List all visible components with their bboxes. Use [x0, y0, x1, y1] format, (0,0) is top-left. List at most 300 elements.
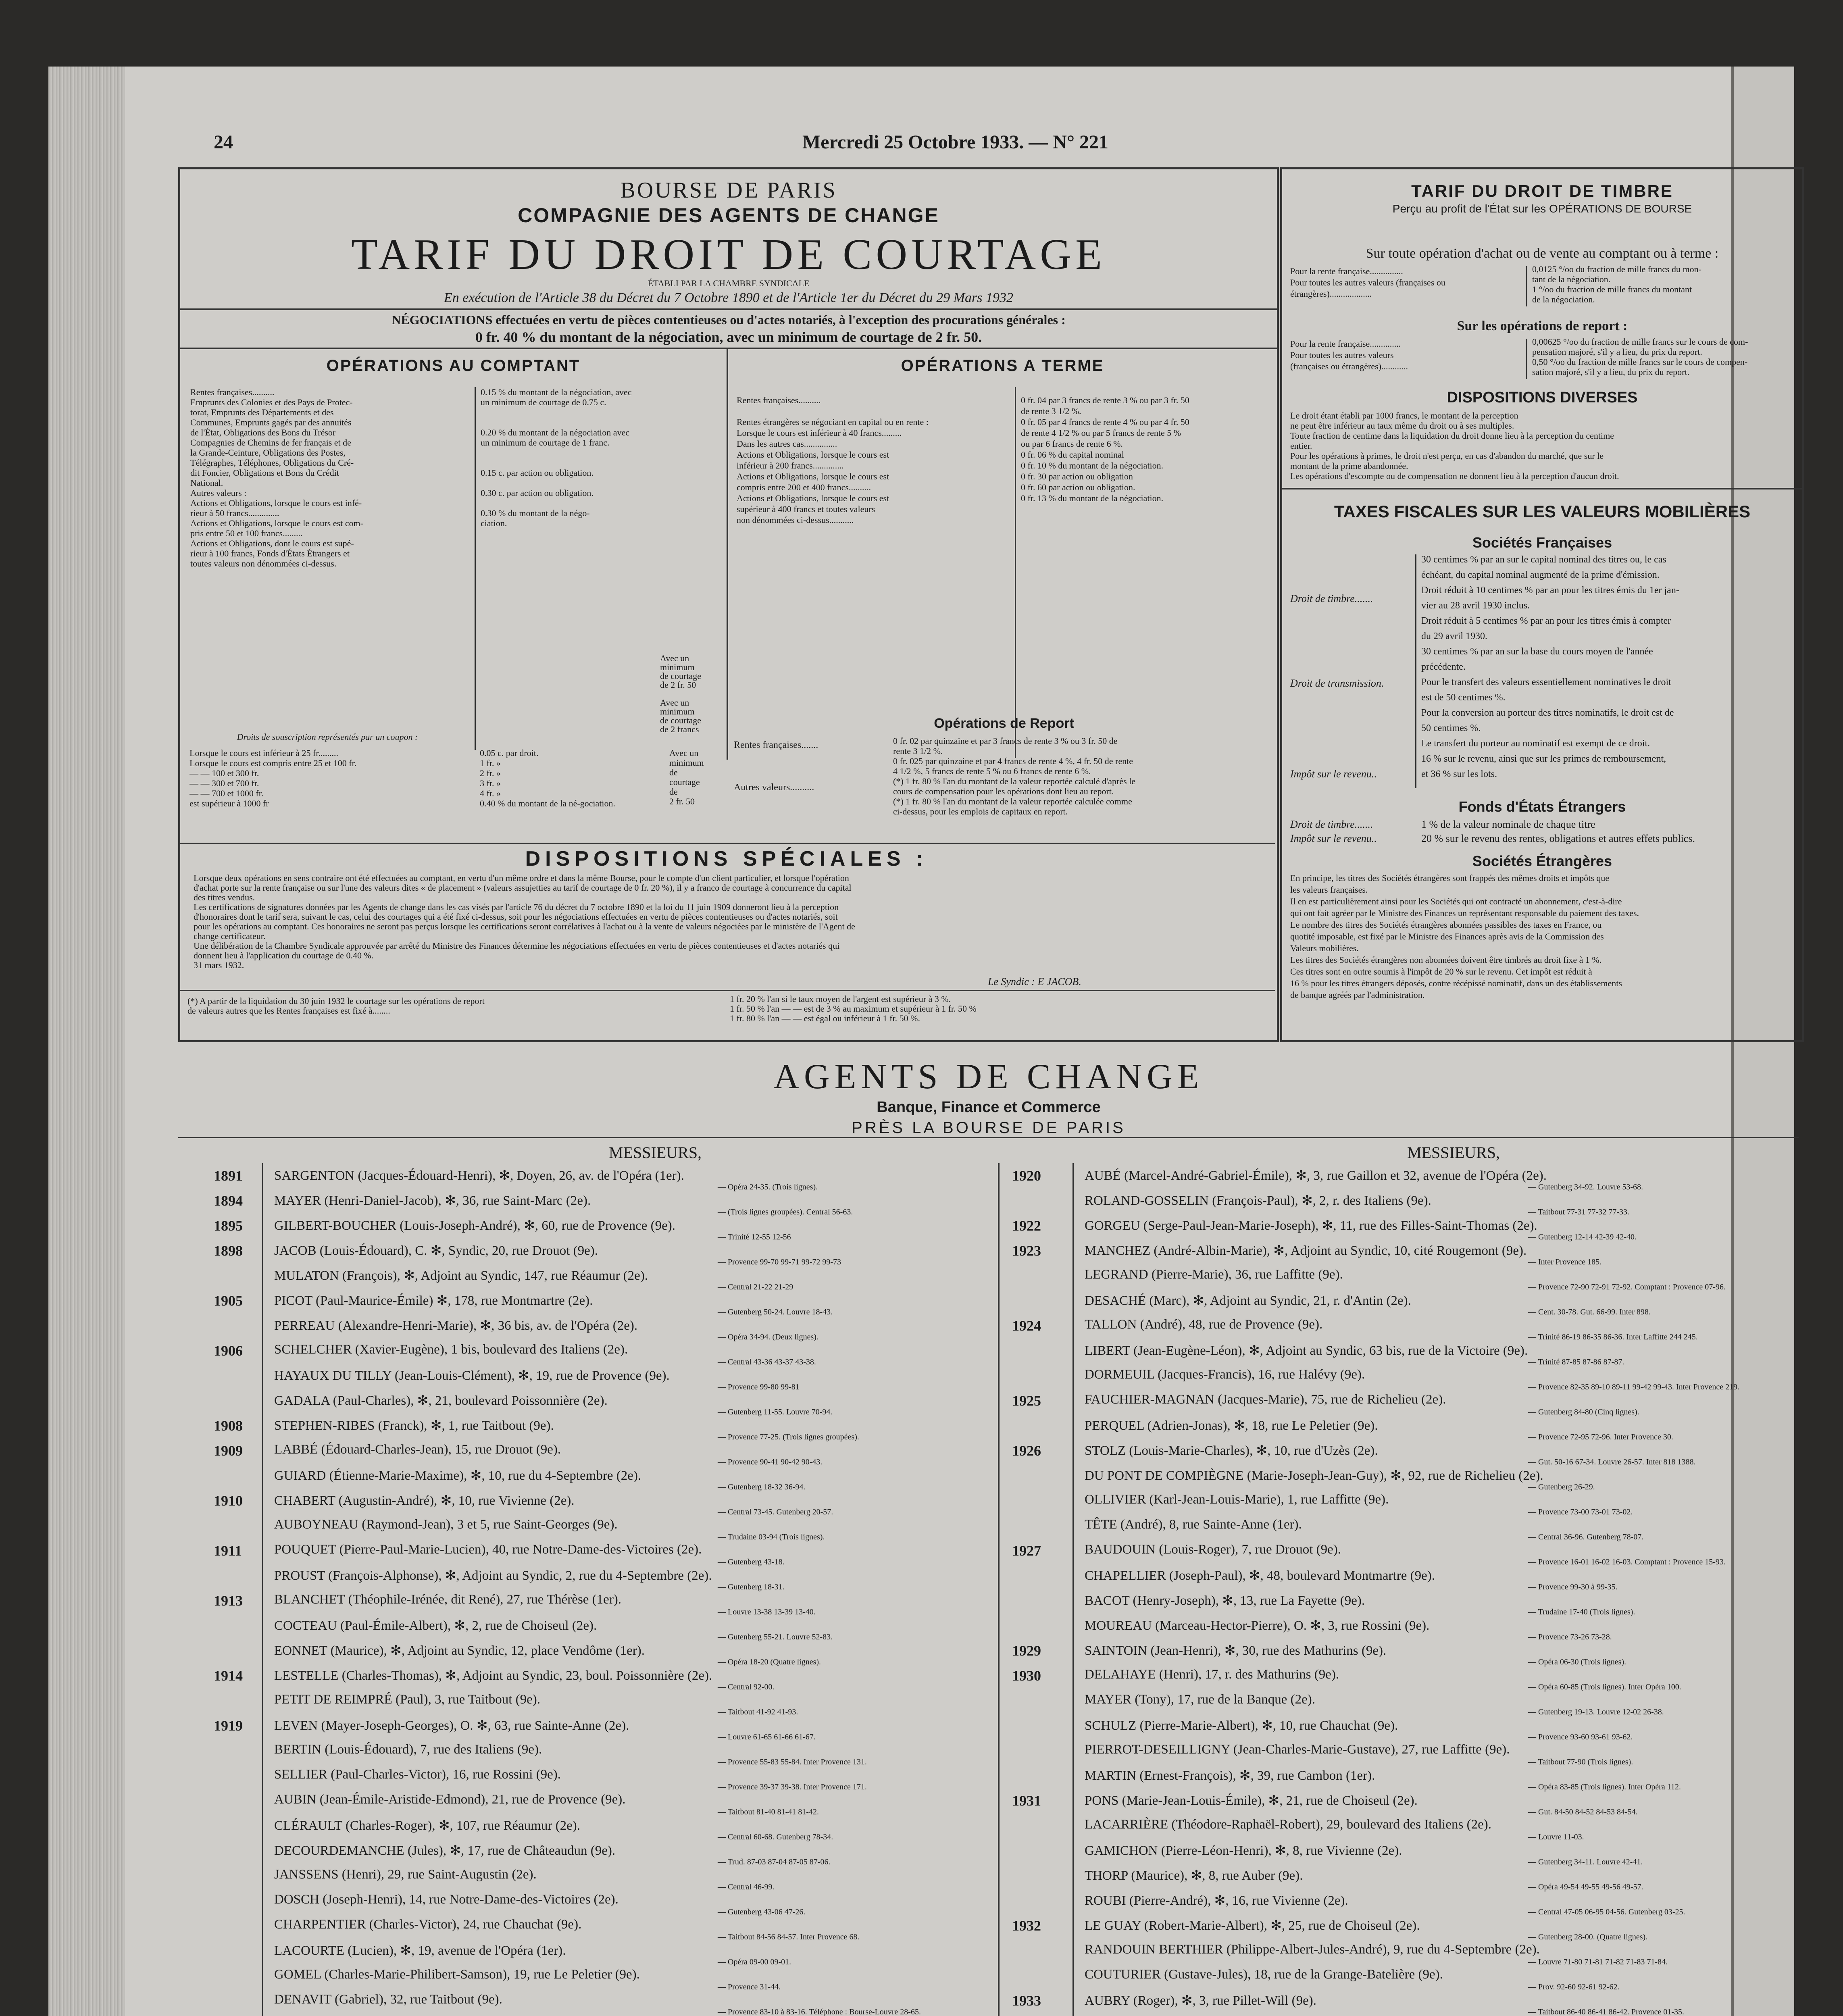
agent-name: DECOURDEMANCHE (Jules), ✻, 17, rue de Châteaudun (9e).: [274, 1843, 616, 1858]
coupon-minimum: Avec un: [669, 748, 699, 758]
agent-row: [48, 1567, 1798, 1591]
comptant-left-line: Rentes françaises..........: [190, 387, 275, 397]
etats-timbre-value: 1 % de la valeur nominale de chaque titre: [1421, 818, 1595, 830]
agent-row: [48, 1667, 1798, 1691]
agent-name: CHAPELLIER (Joseph-Paul), ✻, 48, boulevard Montmartre (9e).: [1085, 1568, 1435, 1583]
comptant-right-line: 0.15 c. par action ou obligation.: [481, 468, 594, 478]
comptant-min-line: Avec un: [660, 653, 689, 663]
comptant-min-line: minimum: [660, 662, 695, 672]
agent-phone: — Provence 55-83 55-84. Inter Provence 131.: [718, 1758, 867, 1766]
agent-row: [48, 1742, 1798, 1766]
coupon-line: — — 100 et 300 fr.: [190, 768, 259, 778]
agent-name: BLANCHET (Théophile-Irénée, dit René), 27, rue Thérèse (1er).: [274, 1592, 622, 1607]
agent-name: GILBERT-BOUCHER (Louis-Joseph-André), ✻, 60, rue de Provence (9e).: [274, 1218, 675, 1233]
comptant-left-line: la Grande-Ceinture, Obligations des Postes,: [190, 448, 346, 458]
agent-row: [48, 1542, 1798, 1566]
agent-name: LESTELLE (Charles-Thomas), ✻, Adjoint au Syndic, 23, boul. Poissonnière (2e).: [274, 1668, 712, 1683]
agent-row: [48, 1767, 1798, 1791]
agent-name: DORMEUIL (Jacques-Francis), 16, rue Halévy (9e).: [1085, 1367, 1365, 1382]
terme-right-line: 0 fr. 05 par 4 francs de rente 4 % ou par 4 fr. 50: [1021, 417, 1189, 427]
agent-name: PERREAU (Alexandre-Henri-Marie), ✻, 36 bis, av. de l'Opéra (2e).: [274, 1318, 638, 1333]
terme-right-line: ou par 6 francs de rente 6 %.: [1021, 439, 1123, 449]
agent-phone: — Louvre 71-80 71-81 71-82 71-83 71-84.: [1528, 1958, 1668, 1966]
agent-phone: — Gutenberg 18-32 36-94.: [718, 1483, 806, 1491]
taxes-fr-line: Droit réduit à 5 centimes % par an pour les titres émis à compter: [1421, 616, 1671, 626]
agent-phone: — Gutenberg 34-92. Louvre 53-68.: [1528, 1183, 1643, 1191]
agent-row: [48, 1867, 1798, 1891]
taxes-fr-line: Pour la conversion au porteur des titres nominatifs, le droit est de: [1421, 708, 1674, 718]
terme-left-line: supérieur à 400 francs et toutes valeurs: [737, 504, 875, 514]
agent-year: 1919: [214, 1718, 243, 1734]
comptant-left-line: rieur à 50 francs..............: [190, 508, 279, 518]
agent-row: [48, 1467, 1798, 1491]
terme-right-line: 0 fr. 04 par 3 francs de rente 3 % ou par 3 fr. 50: [1021, 395, 1189, 405]
agent-row: [48, 1317, 1798, 1341]
comptant-left-line: torat, Emprunts des Départements et des: [190, 407, 334, 417]
speciales-line: d'honoraires dont le tarif sera, suivant le cas, celui des courtages qui a été fixé ci-dessus, soit pour les négociations effectuées en vertu de pièces contentieuses ou d'actes notariés, soit: [194, 912, 838, 922]
agent-row: [48, 1842, 1798, 1866]
agent-name: ROLAND-GOSSELIN (François-Paul), ✻, 2, r. des Italiens (9e).: [1085, 1193, 1431, 1208]
taxes-etr-line: les valeurs françaises.: [1290, 885, 1368, 895]
agent-name: SARGENTON (Jacques-Édouard-Henri), ✻, Doyen, 26, av. de l'Opéra (1er).: [274, 1168, 684, 1183]
comptant-min-line: minimum: [660, 706, 695, 716]
report-line: (*) 1 fr. 80 % l'an du montant de la valeur reportée calculée comme: [893, 796, 1132, 806]
timbre-av-line: tant de la négociation.: [1532, 274, 1611, 284]
taxes-etr-line: quotité imposable, est fixé par le Ministre des Finances après avis de la Commission des: [1290, 931, 1604, 941]
coupon-value: 0.05 c. par droit.: [480, 748, 539, 758]
report-line: ci-dessus, pour les emplois de capitaux en report.: [893, 806, 1068, 816]
terme-left-line: Actions et Obligations, lorsque le cours est: [737, 450, 889, 460]
comptant-min-line: de courtage: [660, 671, 701, 681]
agent-name: LE GUAY (Robert-Marie-Albert), ✻, 25, rue de Choiseul (2e).: [1085, 1918, 1420, 1933]
agent-row: [48, 1442, 1798, 1466]
agent-name: EONNET (Maurice), ✻, Adjoint au Syndic, 12, place Vendôme (1er).: [274, 1643, 645, 1658]
agent-name: HAYAUX DU TILLY (Jean-Louis-Clément), ✻, 19, rue de Provence (9e).: [274, 1368, 670, 1383]
comptant-right-line: 0.30 % du montant de la négo-: [481, 508, 590, 518]
dispositions-line: Les opérations d'escompte ou de compensation ne donnent lieu à la perception d'aucun droit.: [1290, 471, 1619, 481]
taxes-fr-line: précédente.: [1421, 662, 1466, 672]
coupon-minimum: de: [669, 767, 678, 777]
agent-name: DOSCH (Joseph-Henri), 14, rue Notre-Dame-des-Victoires (2e).: [274, 1892, 618, 1907]
taxes-etr-line: Les titres des Sociétés étrangères non abonnées doivent être timbrés au droit fixe à 1 %.: [1290, 955, 1602, 965]
taxes-fr-line: 16 % sur le revenu, ainsi que sur les primes de remboursement,: [1421, 754, 1666, 764]
agent-name: DENAVIT (Gabriel), 32, rue Taitbout (9e).: [274, 1992, 502, 2007]
agent-name: MAYER (Tony), 17, rue de la Banque (2e).: [1085, 1692, 1316, 1707]
agent-name: MAYER (Henri-Daniel-Jacob), ✻, 36, rue Saint-Marc (2e).: [274, 1193, 591, 1208]
note-right-line: 1 fr. 20 % l'an si le taux moyen de l'argent est supérieur à 3 %.: [730, 994, 951, 1004]
taxes-fr-line: est de 50 centimes %.: [1421, 692, 1506, 703]
agent-phone: — Central 47-05 06-95 04-56. Gutenberg 03-25.: [1528, 1908, 1685, 1916]
agent-row: [48, 1992, 1798, 2016]
agent-year: 1898: [214, 1243, 243, 1259]
comptant-min-line: de 2 francs: [660, 724, 699, 734]
agent-phone: — Opéra 09-00 09-01.: [718, 1958, 791, 1966]
syndic-signature: Le Syndic : E JACOB.: [988, 976, 1081, 987]
coupon-line: est supérieur à 1000 fr: [190, 798, 269, 808]
timbre-a-line: Pour la rente française...............: [1290, 266, 1403, 276]
newspaper-page: [48, 67, 1794, 2016]
agent-phone: — Gutenberg 50-24. Louvre 18-43.: [718, 1308, 833, 1316]
decree-line: En exécution de l'Article 38 du Décret du 7 Octobre 1890 et de l'Article 1er du Décret du 29 Mars 1932: [444, 290, 1013, 305]
agent-row: [48, 1492, 1798, 1516]
agent-phone: — Gutenberg 28-00. (Quatre lignes).: [1528, 1933, 1648, 1941]
agent-name: AUBÉ (Marcel-André-Gabriel-Émile), ✻, 3, rue Gaillon et 32, avenue de l'Opéra (2e).: [1085, 1168, 1547, 1183]
agent-phone: — Gutenberg 34-11. Louvre 42-41.: [1528, 1858, 1643, 1866]
comptant-right-line: un minimum de courtage de 0.75 c.: [481, 397, 606, 407]
agent-name: FAUCHIER-MAGNAN (Jacques-Marie), 75, rue de Richelieu (2e).: [1085, 1392, 1446, 1407]
comptant-right-line: un minimum de courtage de 1 franc.: [481, 437, 610, 448]
agent-phone: — Taitbout 81-40 81-41 81-42.: [718, 1808, 819, 1816]
agent-year: 1905: [214, 1293, 243, 1309]
dispositions-line: Toute fraction de centime dans la liquidation du droit donne lieu à la perception du centime: [1290, 431, 1614, 441]
agent-phone: — Central 73-45. Gutenberg 20-57.: [718, 1508, 833, 1516]
agent-row: [48, 1367, 1798, 1391]
timbre-bv-line: pensation majoré, s'il y a lieu, du prix du report.: [1532, 347, 1702, 357]
coupon-line: Lorsque le cours est compris entre 25 et 100 fr.: [190, 758, 357, 768]
agent-phone: — Taitbout 84-56 84-57. Inter Provence 68.: [718, 1933, 860, 1941]
agent-phone: — Provence 39-37 39-38. Inter Provence 171.: [718, 1783, 867, 1791]
timbre-b-line: Pour la rente française..............: [1290, 339, 1401, 349]
agent-row: [48, 1392, 1798, 1416]
terme-right-line: de rente 3 1/2 %.: [1021, 406, 1081, 416]
societes-etrangeres-title: Sociétés Étrangères: [1472, 853, 1612, 869]
coupon-value: 1 fr. »: [480, 758, 501, 768]
taxes-title: TAXES FISCALES SUR LES VALEURS MOBILIÈRES: [1334, 502, 1751, 521]
agent-phone: — Trud. 87-03 87-04 87-05 87-06.: [718, 1858, 831, 1866]
comptant-right-line: 0.30 c. par action ou obligation.: [481, 488, 594, 498]
coupon-line: — — 700 et 1000 fr.: [190, 788, 264, 798]
agent-phone: — Provence 31-44.: [718, 1983, 781, 1991]
timbre-bv-line: 0,50 °/oo du fraction de mille francs sur le cours de compen-: [1532, 357, 1748, 367]
coupon-minimum: minimum: [669, 758, 704, 768]
coupon-line: Lorsque le cours est inférieur à 25 fr.........: [190, 748, 338, 758]
timbre-bv-line: 0,00625 °/oo du fraction de mille francs sur le cours de com-: [1532, 337, 1748, 347]
agent-phone: — Gut. 84-50 84-52 84-53 84-54.: [1528, 1808, 1638, 1816]
agent-row: [48, 1917, 1798, 1941]
agent-row: [48, 1942, 1798, 1966]
speciales-line: change certificateur.: [194, 931, 266, 941]
note-left-line: (*) A partir de la liquidation du 30 juin 1932 le courtage sur les opérations de report: [187, 996, 485, 1006]
note-left-line: de valeurs autres que les Rentes françaises est fixé à........: [187, 1006, 390, 1016]
agent-name: GORGEU (Serge-Paul-Jean-Marie-Joseph), ✻, 11, rue des Filles-Saint-Thomas (2e).: [1085, 1218, 1537, 1233]
agent-name: CHARPENTIER (Charles-Victor), 24, rue Chauchat (9e).: [274, 1917, 582, 1932]
terme-left-line: Dans les autres cas...............: [737, 439, 837, 449]
etats-revenu-value: 20 % sur le revenu des rentes, obligations et autres effets publics.: [1421, 833, 1695, 844]
timbre-av-line: 1 °/oo du fraction de mille francs du montant: [1532, 284, 1692, 294]
speciales-title: DISPOSITIONS SPÉCIALES :: [525, 847, 928, 871]
agent-phone: — Taitbout 86-40 86-41 86-42. Provence 01-35.: [1528, 2008, 1685, 2016]
agent-name: JACOB (Louis-Édouard), C. ✻, Syndic, 20, rue Drouot (9e).: [274, 1243, 598, 1258]
timbre-title: TARIF DU DROIT DE TIMBRE: [1411, 181, 1673, 200]
report-line: 4 1/2 %, 5 francs de rente 5 % ou 6 francs de rente 6 %.: [893, 766, 1091, 776]
agent-phone: — Provence 72-95 72-96. Inter Provence 30.: [1528, 1433, 1673, 1441]
agent-phone: — Provence 93-60 93-61 93-62.: [1528, 1733, 1633, 1741]
agent-phone: — Provence 16-01 16-02 16-03. Comptant : Provence 15-93.: [1528, 1558, 1726, 1566]
agent-phone: — Gutenberg 43-06 47-26.: [718, 1908, 806, 1916]
terme-right-line: 0 fr. 60 par action ou obligation.: [1021, 482, 1135, 492]
compagnie-title: COMPAGNIE DES AGENTS DE CHANGE: [518, 204, 939, 227]
agent-name: SELLIER (Paul-Charles-Victor), 16, rue Rossini (9e).: [274, 1767, 561, 1782]
agent-name: MOUREAU (Marceau-Hector-Pierre), O. ✻, 3, rue Rossini (9e).: [1085, 1618, 1430, 1633]
agent-year: 1932: [1012, 1918, 1041, 1934]
agent-phone: — Trinité 12-55 12-56: [718, 1233, 791, 1241]
comptant-left-line: Emprunts des Colonies et des Pays de Protec-: [190, 397, 353, 407]
agent-name: PROUST (François-Alphonse), ✻, Adjoint au Syndic, 2, rue du 4-Septembre (2e).: [274, 1568, 712, 1583]
agent-phone: — Central 92-00.: [718, 1683, 775, 1691]
agent-name: AUBRY (Roger), ✻, 3, rue Pillet-Will (9e).: [1085, 1993, 1317, 2008]
agent-year: 1930: [1012, 1668, 1041, 1684]
taxes-fr-line: du 29 avril 1930.: [1421, 631, 1487, 641]
taxes-label-transmission: Droit de transmission.: [1290, 677, 1384, 689]
agent-name: GUIARD (Étienne-Marie-Maxime), ✻, 10, rue du 4-Septembre (2e).: [274, 1468, 641, 1483]
agent-phone: — Provence 90-41 90-42 90-43.: [718, 1458, 823, 1466]
terme-left-line: Actions et Obligations, lorsque le cours est: [737, 471, 889, 481]
terme-right-line: 0 fr. 06 % du capital nominal: [1021, 450, 1124, 460]
agent-phone: — Opéra 34-94. (Deux lignes).: [718, 1333, 818, 1341]
agent-phone: — Trudaine 17-40 (Trois lignes).: [1528, 1608, 1635, 1616]
coupon-value: 4 fr. »: [480, 788, 501, 798]
agent-phone: — Louvre 11-03.: [1528, 1833, 1584, 1841]
agent-name: THORP (Maurice), ✻, 8, rue Auber (9e).: [1085, 1868, 1303, 1883]
agent-phone: — Gutenberg 12-14 42-39 42-40.: [1528, 1233, 1637, 1241]
report-line: 0 fr. 02 par quinzaine et par 3 francs de rente 3 % ou 3 fr. 50 de: [893, 736, 1118, 746]
taxes-fr-line: 30 centimes % par an sur le capital nominal des titres ou, le cas: [1421, 554, 1666, 565]
speciales-line: 31 mars 1932.: [194, 960, 244, 970]
terme-left-line: Actions et Obligations, lorsque le cours est: [737, 493, 889, 503]
agent-row: [48, 1242, 1798, 1266]
etats-label-timbre: Droit de timbre.......: [1290, 818, 1373, 830]
agent-phone: — Inter Provence 185.: [1528, 1258, 1602, 1266]
agent-row: [48, 1717, 1798, 1741]
agent-year: 1933: [1012, 1993, 1041, 2009]
agent-phone: — Provence 73-26 73-28.: [1528, 1633, 1612, 1641]
agent-phone: — Taitbout 41-92 41-93.: [718, 1708, 798, 1716]
terme-left-line: Rentes françaises..........: [737, 395, 821, 405]
comptant-left-line: National.: [190, 478, 223, 488]
comptant-left-line: toutes valeurs non dénommées ci-dessus.: [190, 558, 337, 569]
negociations-line-2: 0 fr. 40 % du montant de la négociation, avec un minimum de courtage de 2 fr. 50.: [475, 329, 982, 345]
report-line: 0 fr. 025 par quinzaine et par 4 francs de rente 4 %, 4 fr. 50 de rente: [893, 756, 1133, 766]
agent-name: DU PONT DE COMPIÈGNE (Marie-Joseph-Jean-Guy), ✻, 92, rue de Richelieu (2e).: [1085, 1468, 1543, 1483]
agent-phone: — Opéra 24-35. (Trois lignes).: [718, 1183, 818, 1191]
agent-name: DESACHÉ (Marc), ✻, Adjoint au Syndic, 21, r. d'Antin (2e).: [1085, 1293, 1411, 1308]
agent-name: LACARRIÈRE (Théodore-Raphaël-Robert), 29, boulevard des Italiens (2e).: [1085, 1817, 1491, 1832]
agent-phone: — Gutenberg 19-13. Louvre 12-02 26-38.: [1528, 1708, 1664, 1716]
timbre-av-line: de la négociation.: [1532, 294, 1595, 304]
comptant-right-line: 0.15 % du montant de la négociation, avec: [481, 387, 632, 397]
agent-phone: — Gutenberg 43-18.: [718, 1558, 785, 1566]
coupon-title: Droits de souscription représentés par un coupon :: [237, 732, 418, 742]
agent-name: PETIT DE REIMPRÉ (Paul), 3, rue Taitbout (9e).: [274, 1692, 541, 1707]
agent-name: AUBIN (Jean-Émile-Aristide-Edmond), 21, rue de Provence (9e).: [274, 1792, 626, 1807]
agent-name: SCHELCHER (Xavier-Eugène), 1 bis, boulevard des Italiens (2e).: [274, 1342, 628, 1357]
comptant-left-line: pris entre 50 et 100 francs.........: [190, 528, 303, 538]
agent-name: SAINTOIN (Jean-Henri), ✻, 30, rue des Mathurins (9e).: [1085, 1643, 1387, 1658]
agent-phone: — Gutenberg 18-31.: [718, 1583, 785, 1591]
dispositions-line: Pour les opérations à primes, le droit n'est perçu, en cas d'abandon du marché, que sur le: [1290, 451, 1604, 461]
agent-name: DELAHAYE (Henri), 17, r. des Mathurins (9e).: [1085, 1667, 1339, 1682]
note-right-line: 1 fr. 50 % l'an — — est de 3 % au maximum et supérieur à 1 fr. 50 %: [730, 1004, 977, 1014]
taxes-etr-line: Ces titres sont en outre soumis à l'impôt de 20 % sur le revenu. Cet impôt est réduit à: [1290, 966, 1592, 977]
comptant-left-line: de l'État, Obligations des Bons du Trésor: [190, 427, 336, 437]
agent-name: SCHULZ (Pierre-Marie-Albert), ✻, 10, rue Chauchat (9e).: [1085, 1718, 1398, 1733]
timbre-h1: Sur toute opération d'achat ou de vente au comptant ou à terme :: [1366, 246, 1719, 261]
agent-name: LABBÉ (Édouard-Charles-Jean), 15, rue Drouot (9e).: [274, 1442, 561, 1457]
report-line: (*) 1 fr. 80 % l'an du montant de la valeur reportée calculé d'après le: [893, 776, 1136, 786]
agent-row: [48, 1692, 1798, 1716]
agent-name: MANCHEZ (André-Albin-Marie), ✻, Adjoint au Syndic, 10, cité Rougemont (9e).: [1085, 1243, 1527, 1258]
agent-name: PONS (Marie-Jean-Louis-Émile), ✻, 21, rue de Choiseul (2e).: [1085, 1793, 1418, 1808]
agent-phone: — Provence 77-25. (Trois lignes groupées).: [718, 1433, 859, 1441]
comptant-left-line: Autres valeurs :: [190, 488, 247, 498]
taxes-fr-line: vier au 28 avril 1930 inclus.: [1421, 600, 1530, 611]
comptant-left-line: Actions et Obligations, lorsque le cours est com-: [190, 518, 363, 528]
agent-phone: — Gutenberg 55-21. Louvre 52-83.: [718, 1633, 833, 1641]
societes-francaises-title: Sociétés Françaises: [1472, 534, 1612, 551]
agent-year: 1891: [214, 1168, 243, 1184]
agent-name: OLLIVIER (Karl-Jean-Louis-Marie), 1, rue Laffitte (9e).: [1085, 1492, 1389, 1507]
agent-name: GADALA (Paul-Charles), ✻, 21, boulevard Poissonnière (2e).: [274, 1393, 608, 1408]
timbre-b-line: (françaises ou étrangères)............: [1290, 361, 1408, 371]
agent-phone: — Gut. 50-16 67-34. Louvre 26-57. Inter 818 1388.: [1528, 1458, 1696, 1466]
comptant-left-line: Télégraphes, Téléphones, Obligations du Cré-: [190, 458, 354, 468]
timbre-h2: Sur les opérations de report :: [1457, 319, 1628, 333]
terme-left-line: inférieur à 200 francs..............: [737, 460, 844, 471]
taxes-etr-line: Valeurs mobilières.: [1290, 943, 1359, 953]
agent-year: 1931: [1012, 1793, 1041, 1809]
timbre-a-line: étrangères)...................: [1290, 289, 1372, 299]
comptant-title: OPÉRATIONS AU COMPTANT: [326, 357, 581, 375]
negociations-line-1: NÉGOCIATIONS effectuées en vertu de pièces contentieuses ou d'actes notariés, à l'exception des procurations générales :: [392, 312, 1066, 327]
terme-right-line: de rente 4 1/2 % ou par 5 francs de rente 5 %: [1021, 428, 1181, 438]
comptant-min-line: de 2 fr. 50: [660, 680, 696, 690]
agent-phone: — Taitbout 77-31 77-32 77-33.: [1528, 1208, 1629, 1216]
agent-name: STOLZ (Louis-Marie-Charles), ✻, 10, rue d'Uzès (2e).: [1085, 1443, 1378, 1458]
agent-row: [48, 1617, 1798, 1641]
agent-phone: — Provence 72-90 72-91 72-92. Comptant : Provence 07-96.: [1528, 1283, 1726, 1291]
agent-row: [48, 1817, 1798, 1841]
agent-name: JANSSENS (Henri), 29, rue Saint-Augustin (2e).: [274, 1867, 537, 1882]
timbre-b-line: Pour toutes les autres valeurs: [1290, 350, 1394, 360]
dispositions-line: entier.: [1290, 441, 1312, 451]
agent-name: CHABERT (Augustin-André), ✻, 10, rue Vivienne (2e).: [274, 1493, 575, 1508]
agent-row: [48, 1217, 1798, 1241]
terme-left-line: non dénommées ci-dessus...........: [737, 515, 854, 525]
terme-right-line: 0 fr. 10 % du montant de la négociation.: [1021, 460, 1164, 471]
agent-phone: — Trudaine 03-94 (Trois lignes).: [718, 1533, 825, 1541]
agent-year: 1906: [214, 1343, 243, 1359]
agents-subtitle-2: PRÈS LA BOURSE DE PARIS: [852, 1119, 1126, 1137]
agent-year: 1911: [214, 1543, 242, 1559]
agent-phone: — Central 60-68. Gutenberg 78-34.: [718, 1833, 833, 1841]
agent-name: BAUDOUIN (Louis-Roger), 7, rue Drouot (9e).: [1085, 1542, 1341, 1557]
agent-phone: — Central 21-22 21-29: [718, 1283, 793, 1291]
speciales-line: Les certifications de signatures données par les Agents de change dans les cas visés par l'article 76 du décret du 7 octobre 1890 et la loi du 11 juin 1909 donneront lieu à la perception: [194, 902, 839, 912]
agent-row: [48, 1417, 1798, 1441]
taxes-label-revenu: Impôt sur le revenu..: [1290, 768, 1377, 780]
comptant-left-line: rieur à 100 francs, Fonds d'États Étrangers et: [190, 548, 350, 558]
agent-year: 1924: [1012, 1318, 1041, 1334]
agent-year: 1927: [1012, 1543, 1041, 1559]
agent-phone: — Prov. 92-60 92-61 92-62.: [1528, 1983, 1620, 1991]
speciales-line: pour les opérations au comptant. Ces honoraires ne seront pas perçus lorsque les certifications seront corrélatives à l'achat ou à la vente de valeurs négociées par le ministère de l'Agent de: [194, 921, 855, 931]
agent-year: 1922: [1012, 1218, 1041, 1234]
dispositions-line: montant de la prime abandonnée.: [1290, 461, 1408, 471]
comptant-min-line: Avec un: [660, 698, 689, 708]
coupon-value: 3 fr. »: [480, 778, 501, 788]
agent-year: 1910: [214, 1493, 243, 1509]
agent-phone: — Provence 82-35 89-10 89-11 99-42 99-43. Inter Provence 219.: [1528, 1383, 1740, 1391]
timbre-av-line: 0,0125 °/oo du fraction de mille francs du mon-: [1532, 264, 1701, 274]
agent-row: [48, 1517, 1798, 1541]
comptant-right-line: 0.20 % du montant de la négociation avec: [481, 427, 629, 437]
agent-row: [48, 1967, 1798, 1991]
timbre-box: [1280, 167, 1804, 1042]
agent-phone: — Trinité 86-19 86-35 86-36. Inter Laffitte 244 245.: [1528, 1333, 1698, 1341]
coupon-minimum: 2 fr. 50: [669, 796, 695, 806]
comptant-left-line: Actions et Obligations, dont le cours est supé-: [190, 538, 354, 548]
agent-phone: — Opéra 60-85 (Trois lignes). Inter Opéra 100.: [1528, 1683, 1681, 1691]
comptant-right-line: ciation.: [481, 518, 507, 528]
chambre-note: ÉTABLI PAR LA CHAMBRE SYNDICALE: [648, 278, 810, 288]
agent-phone: — Provence 99-30 à 99-35.: [1528, 1583, 1618, 1591]
taxes-fr-line: Le transfert du porteur au nominatif est exempt de ce droit.: [1421, 738, 1650, 749]
messieurs-right: MESSIEURS,: [1407, 1143, 1500, 1162]
coupon-minimum: de: [669, 787, 678, 797]
agent-phone: — Taitbout 77-90 (Trois lignes).: [1528, 1758, 1633, 1766]
comptant-left-line: Compagnies de Chemins de fer français et de: [190, 437, 351, 448]
report-left-line: Autres valeurs..........: [734, 782, 814, 793]
agent-name: BERTIN (Louis-Édouard), 7, rue des Italiens (9e).: [274, 1742, 542, 1757]
report-title: Opérations de Report: [934, 716, 1074, 731]
agent-name: BACOT (Henry-Joseph), ✻, 13, rue La Fayette (9e).: [1085, 1593, 1365, 1608]
agent-name: COUTURIER (Gustave-Jules), 18, rue de la Grange-Batelière (9e).: [1085, 1967, 1443, 1982]
agent-name: AUBOYNEAU (Raymond-Jean), 3 et 5, rue Saint-Georges (9e).: [274, 1517, 618, 1532]
agent-name: TALLON (André), 48, rue de Provence (9e).: [1085, 1317, 1323, 1332]
agent-phone: — Louvre 61-65 61-66 61-67.: [718, 1733, 816, 1741]
taxes-etr-line: qui ont fait agréer par le Ministre des Finances un représentant responsable du paiement des taxes.: [1290, 908, 1639, 918]
agent-name: TÊTE (André), 8, rue Sainte-Anne (1er).: [1085, 1517, 1302, 1532]
timbre-a-line: Pour toutes les autres valeurs (françaises ou: [1290, 277, 1445, 287]
agent-phone: — Gutenberg 11-55. Louvre 70-94.: [718, 1408, 833, 1416]
agent-year: 1929: [1012, 1643, 1041, 1659]
agent-name: LACOURTE (Lucien), ✻, 19, avenue de l'Opéra (1er).: [274, 1943, 566, 1958]
agents-subtitle-1: Banque, Finance et Commerce: [877, 1099, 1101, 1116]
agent-row: [48, 1642, 1798, 1666]
timbre-subtitle: Perçu au profit de l'État sur les OPÉRATIONS DE BOURSE: [1392, 202, 1692, 215]
dispositions-diverses-title: DISPOSITIONS DIVERSES: [1447, 389, 1638, 406]
page-number: 24: [214, 131, 233, 153]
taxes-fr-line: Droit réduit à 10 centimes % par an pour les titres émis du 1er jan-: [1421, 585, 1679, 596]
coupon-value: 2 fr. »: [480, 768, 501, 778]
taxes-fr-line: Pour le transfert des valeurs essentiellement nominatives le droit: [1421, 677, 1671, 687]
agents-title: AGENTS DE CHANGE: [773, 1057, 1204, 1096]
taxes-etr-line: Il en est particulièrement ainsi pour les Sociétés qui ont contracté un abonnement, c'est-à-dire: [1290, 896, 1622, 906]
speciales-line: des titres vendus.: [194, 892, 255, 902]
taxes-fr-line: 50 centimes %.: [1421, 723, 1481, 733]
agent-row: [48, 1892, 1798, 1916]
comptant-left-line: dit Foncier, Obligations et Bons du Crédit: [190, 468, 339, 478]
coupon-line: — — 300 et 700 fr.: [190, 778, 259, 788]
agent-year: 1926: [1012, 1443, 1041, 1459]
agent-name: LEVEN (Mayer-Joseph-Georges), O. ✻, 63, rue Sainte-Anne (2e).: [274, 1718, 629, 1733]
agent-row: [48, 1342, 1798, 1366]
agent-phone: — Gutenberg 84-80 (Cinq lignes).: [1528, 1408, 1639, 1416]
bourse-title: BOURSE DE PARIS: [620, 178, 837, 203]
terme-title: OPÉRATIONS A TERME: [901, 357, 1104, 375]
issue-date: Mercredi 25 Octobre 1933. — N° 221: [802, 131, 1109, 153]
agent-row: [48, 1192, 1798, 1216]
